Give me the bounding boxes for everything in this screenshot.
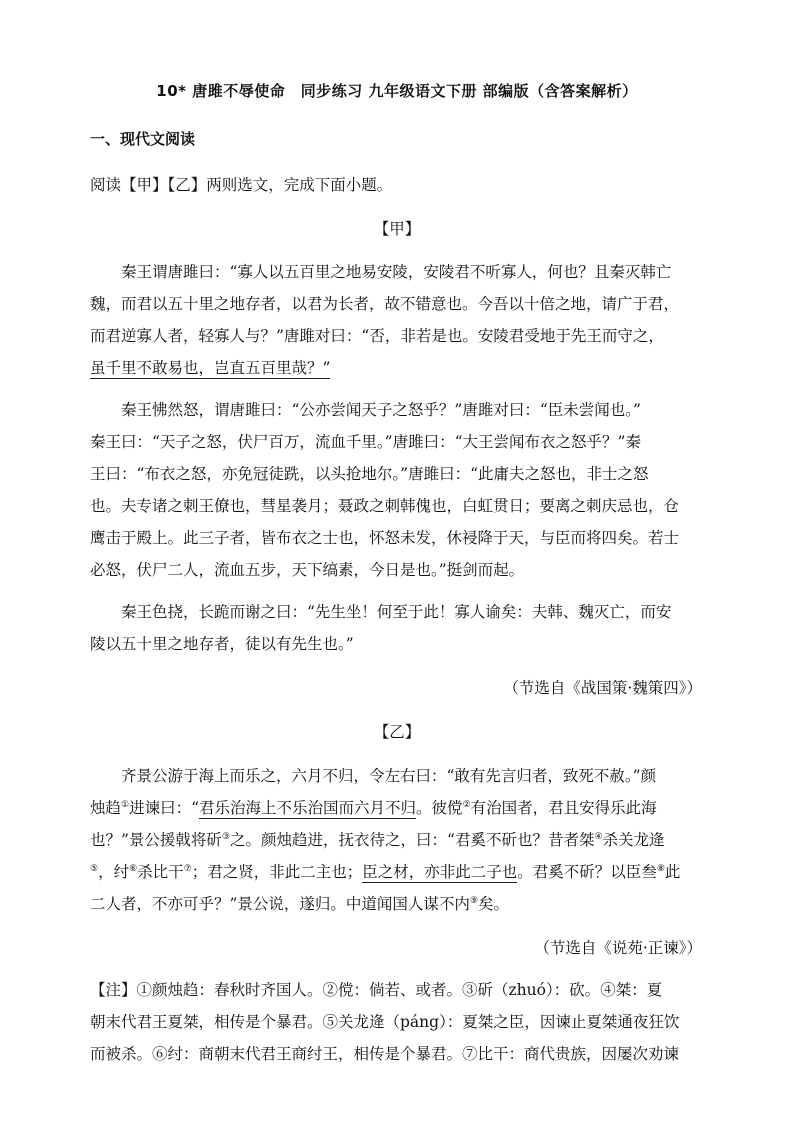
text-fragment: 。彼傥: [416, 799, 463, 817]
jia-source: （节选自《战国策·魏策四》）: [503, 679, 702, 697]
jia-p2-line: 必怒，伏尸二人，流血五步，天下缟素，今日是也。”挺剑而起。: [90, 561, 525, 579]
passage-jia-heading: 【甲】: [373, 220, 421, 238]
text-fragment: 二人者，不亦可乎？”景公说，遂归。中道闻国人谋不内: [90, 895, 470, 913]
jia-p1-line: 秦王谓唐雎曰：“寡人以五百里之地易安陵，安陵君不听寡人，何也？且秦灭韩亡: [121, 263, 672, 281]
jia-p2-line: 秦王曰：“天子之怒，伏尸百万，流血千里。”唐雎曰：“大王尝闻布衣之怒乎？”秦: [90, 433, 641, 451]
footnote-marker: ⑥: [129, 863, 138, 874]
text-fragment: 此: [664, 863, 681, 881]
jia-p2-line: 也。夫专诸之刺王僚也，彗星袭月；聂政之刺韩傀也，白虹贯日；要离之刺庆忌也，仓: [90, 497, 680, 515]
yi-source: （节选自《说苑·正谏》）: [534, 939, 702, 957]
text-fragment: 进谏曰：“: [129, 799, 200, 817]
yi-line: [90, 860, 710, 882]
yi-line: [90, 796, 710, 818]
note-line: 【注】①颜烛趋：春秋时齐国人。②傥：倘若、或者。③斫（zhuó）：砍。④桀：夏: [90, 981, 663, 999]
instruction-text: 阅读【甲】【乙】两则选文，完成下面小题。: [90, 176, 393, 194]
text-fragment: ，纣: [98, 863, 130, 881]
footnote-marker: ⑦: [183, 863, 192, 874]
note-line: 朝末代君王夏桀，相传是个暴君。⑤关龙逄（páng）：夏桀之臣，因谏止夏桀通夜狂饮: [90, 1013, 680, 1031]
yi-line: 齐景公游于海上而乐之，六月不归，令左右曰：“敢有先言归者，致死不赦。”颜: [121, 767, 657, 785]
text-fragment: 杀比干: [137, 863, 184, 881]
text-fragment: 烛趋: [90, 799, 122, 817]
document-title: 10* 唐雎不辱使命 同步练习 九年级语文下册 部编版（含答案解析）: [156, 82, 638, 100]
jia-p1-line: 魏，而君以五十里之地存者，以君为长者，故不错意也。今吾以十倍之地，请广于君，: [90, 295, 680, 313]
section-heading: 一、现代文阅读: [90, 130, 196, 148]
text-fragment: 。君奚不斫？以臣叁: [517, 863, 657, 881]
yi-line: [90, 828, 710, 850]
footnote-marker: ④: [594, 831, 603, 842]
yi-line: [90, 892, 710, 914]
text-fragment: 有治国者，君且安得乐此海: [470, 799, 657, 817]
underlined-sentence: 臣之材，亦非此二子也: [362, 863, 518, 881]
footnote-marker: ②: [462, 799, 471, 810]
text-fragment: 之。颜烛趋进，抚衣待之，曰：“君奚不斫也？昔者桀: [230, 831, 595, 849]
footnote-marker: ⑤: [90, 863, 99, 874]
footnote-marker: ③: [221, 831, 231, 842]
text-fragment: ；君之贤，非此二主也；: [191, 863, 363, 881]
footnote-marker: ①: [121, 799, 130, 810]
text-fragment: 矣。: [478, 895, 510, 913]
jia-p3-line: 秦王色挠，长跪而谢之曰：“先生坐！何至于此！寡人谕矣：夫韩、魏灭亡，而安: [121, 603, 672, 621]
jia-p2-line: 王曰：“布衣之怒，亦免冠徒跣，以头抢地尔。”唐雎曰：“此庸夫之怒也，非士之怒: [90, 465, 649, 483]
jia-p2-line: 秦王怫然怒，谓唐雎曰：“公亦尝闻天子之怒乎？”唐雎对曰：“臣未尝闻也。”: [121, 401, 641, 419]
passage-yi-heading: 【乙】: [373, 723, 421, 741]
underlined-sentence: 虽千里不敢易也，岂直五百里哉？”: [90, 359, 331, 377]
text-fragment: 也？”景公援戟将斫: [90, 831, 222, 849]
note-line: 而被杀。⑥纣：商朝末代君王商纣王，相传是个暴君。⑦比干：商代贵族，因屡次劝谏: [90, 1045, 680, 1063]
jia-p1-line: 而君逆寡人者，轻寡人与？”唐雎对曰：“否，非若是也。安陵君受地于先王而守之，: [90, 327, 664, 345]
jia-p3-line: 陵以五十里之地存者，徒以有先生也。”: [90, 635, 354, 653]
text-fragment: 杀关龙逄: [602, 831, 665, 849]
jia-p1-line-underlined: [90, 356, 710, 378]
underlined-sentence: 君乐治海上不乐治国而六月不归: [199, 799, 417, 817]
footnote-marker: ⑧: [656, 863, 665, 874]
footnote-marker: ⑨: [469, 895, 479, 906]
jia-p2-line: 鹰击于殿上。此三子者，皆布衣之士也，怀怒未发，休祲降于天，与臣而将四矣。若士: [90, 529, 680, 547]
